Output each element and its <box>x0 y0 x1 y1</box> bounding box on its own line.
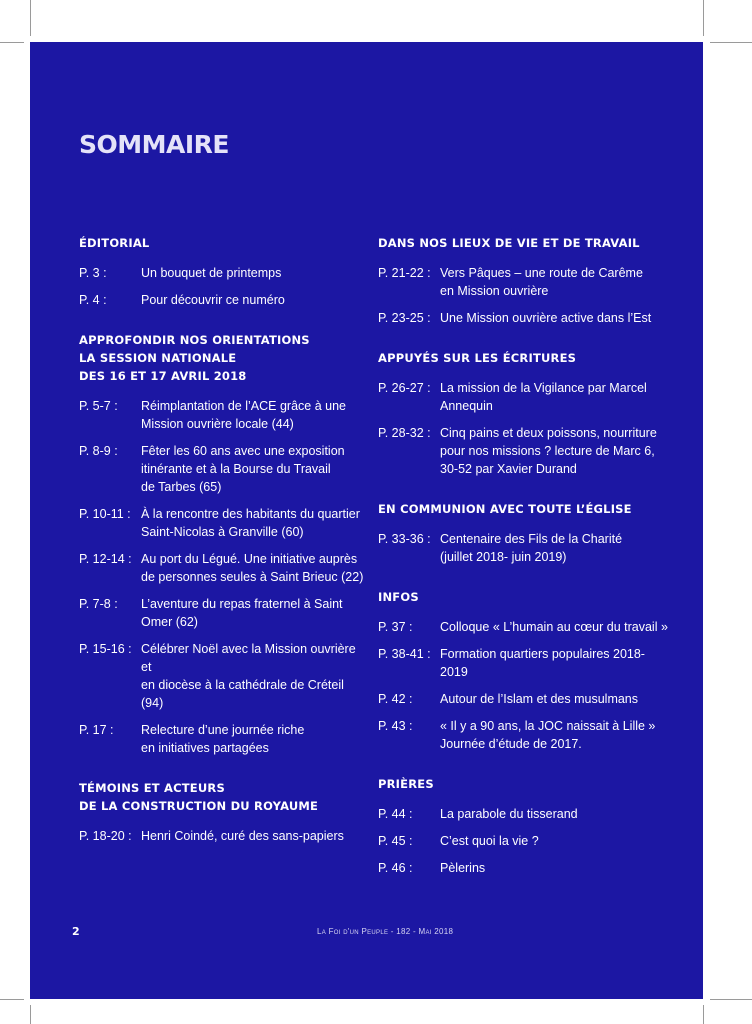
toc-entry <box>79 550 369 586</box>
toc-entry <box>79 397 369 433</box>
toc-entry <box>79 640 369 712</box>
entry-page-ref: P. 4 : <box>79 293 107 307</box>
entry-page-ref: P. 44 : <box>378 807 413 821</box>
entry-title: À la rencontre des habitants du quartier Saint-Nicolas à Granville (60) <box>141 507 360 539</box>
entry-title: Réimplantation de l’ACE grâce à une Mission ouvrière locale (44) <box>141 399 346 431</box>
section-heading: INFOS <box>378 590 419 604</box>
entry-page-ref: P. 33-36 : <box>378 532 431 546</box>
toc-entry <box>79 595 369 631</box>
toc-entry <box>378 424 678 478</box>
entry-title: Autour de l’Islam et des musulmans <box>440 692 639 706</box>
toc-section <box>378 234 678 327</box>
entry-title: Relecture d’une journée riche en initiatives partagées <box>141 723 305 755</box>
entry-title: « Il y a 90 ans, la JOC naissait à Lille » Journée d’étude de 2017. <box>440 719 656 751</box>
entry-title: Pèlerins <box>440 861 486 875</box>
crop-mark <box>703 0 704 36</box>
crop-mark <box>0 42 24 43</box>
crop-mark <box>30 0 31 36</box>
toc-section <box>378 349 678 478</box>
entry-title: Centenaire des Fils de la Charité (juillet 2018- juin 2019) <box>440 532 623 564</box>
entry-title: Pour découvrir ce numéro <box>141 293 285 307</box>
entry-page-ref: P. 17 : <box>79 723 114 737</box>
section-heading: DANS NOS LIEUX DE VIE ET DE TRAVAIL <box>378 236 640 250</box>
toc-entry <box>378 618 678 636</box>
entry-title: Formation quartiers populaires 2018- 2019 <box>440 647 645 679</box>
section-heading: APPUYÉS SUR LES ÉCRITURES <box>378 351 577 365</box>
toc-section <box>79 234 369 309</box>
entry-title: Au port du Légué. Une initiative auprès de personnes seules à Saint Brieuc (22) <box>141 552 364 584</box>
toc-entry <box>378 832 678 850</box>
entry-title: Un bouquet de printemps <box>141 266 282 280</box>
toc-entry <box>79 505 369 541</box>
entry-page-ref: P. 23-25 : <box>378 311 431 325</box>
toc-entry <box>378 264 678 300</box>
footer: La Foi d'un Peuple - 182 - Mai 2018 <box>317 927 454 936</box>
entry-page-ref: P. 10-11 : <box>79 507 131 521</box>
entry-title: Célébrer Noël avec la Mission ouvrière et en diocèse à la cathédrale de Créteil (94) <box>141 642 356 710</box>
entry-page-ref: P. 12-14 : <box>79 552 132 566</box>
entry-title: La parabole du tisserand <box>440 807 578 821</box>
toc-entry <box>378 530 678 566</box>
section-heading: PRIÈRES <box>378 777 434 791</box>
entry-title: C’est quoi la vie ? <box>440 834 539 848</box>
entry-title: Une Mission ouvrière active dans l’Est <box>440 311 652 325</box>
entry-page-ref: P. 46 : <box>378 861 413 875</box>
entry-title: La mission de la Vigilance par Marcel Annequin <box>440 381 647 413</box>
crop-mark <box>703 1005 704 1024</box>
entry-title: Cinq pains et deux poissons, nourriture pour nos missions ? lecture de Marc 6, 30-52 par Xavier Durand <box>440 426 657 476</box>
entry-title: Henri Coindé, curé des sans-papiers <box>141 829 344 843</box>
toc-entry <box>378 717 678 753</box>
crop-mark <box>710 42 752 43</box>
crop-mark <box>30 1005 31 1024</box>
toc-entry <box>378 805 678 823</box>
page-number: 2 <box>72 925 80 938</box>
toc-section <box>378 500 678 566</box>
entry-page-ref: P. 8-9 : <box>79 444 118 458</box>
entry-page-ref: P. 43 : <box>378 719 413 733</box>
entry-title: Colloque « L’humain au cœur du travail » <box>440 620 668 634</box>
entry-page-ref: P. 28-32 : <box>378 426 431 440</box>
toc-section <box>378 588 678 753</box>
toc-entry <box>79 442 369 496</box>
entry-page-ref: P. 7-8 : <box>79 597 118 611</box>
section-heading: EN COMMUNION AVEC TOUTE L’ÉGLISE <box>378 502 632 516</box>
toc-entry <box>378 859 678 877</box>
toc-entry <box>378 379 678 415</box>
entry-page-ref: P. 18-20 : <box>79 829 132 843</box>
section-heading: APPROFONDIR NOS ORIENTATIONS LA SESSION NATIONALE DES 16 ET 17 AVRIL 2018 <box>79 333 310 383</box>
crop-mark <box>710 999 752 1000</box>
toc-entry <box>79 721 369 757</box>
toc-section <box>79 779 369 845</box>
entry-title: L’aventure du repas fraternel à Saint Omer (62) <box>141 597 343 629</box>
entry-page-ref: P. 38-41 : <box>378 647 431 661</box>
entry-page-ref: P. 15-16 : <box>79 642 132 656</box>
entry-page-ref: P. 42 : <box>378 692 413 706</box>
toc-section <box>378 775 678 877</box>
toc-entry <box>378 309 678 327</box>
entry-page-ref: P. 37 : <box>378 620 413 634</box>
magazine-page <box>30 42 703 999</box>
toc-entry <box>378 645 678 681</box>
toc-entry <box>378 690 678 708</box>
toc-entry <box>79 827 369 845</box>
section-heading: ÉDITORIAL <box>79 236 150 250</box>
entry-page-ref: P. 3 : <box>79 266 107 280</box>
entry-page-ref: P. 21-22 : <box>378 266 431 280</box>
toc-entry <box>79 291 369 309</box>
section-heading: TÉMOINS ET ACTEURS DE LA CONSTRUCTION DU ROYAUME <box>79 781 319 813</box>
toc-entry <box>79 264 369 282</box>
entry-page-ref: P. 5-7 : <box>79 399 118 413</box>
entry-page-ref: P. 26-27 : <box>378 381 431 395</box>
entry-page-ref: P. 45 : <box>378 834 413 848</box>
page-title: SOMMAIRE <box>79 130 229 159</box>
left-column <box>79 234 369 867</box>
entry-title: Vers Pâques – une route de Carême en Mission ouvrière <box>440 266 643 298</box>
entry-title: Fêter les 60 ans avec une exposition itinérante et à la Bourse du Travail de Tarbes (65) <box>141 444 345 494</box>
right-column <box>378 234 678 899</box>
crop-mark <box>0 999 24 1000</box>
toc-section <box>79 331 369 757</box>
